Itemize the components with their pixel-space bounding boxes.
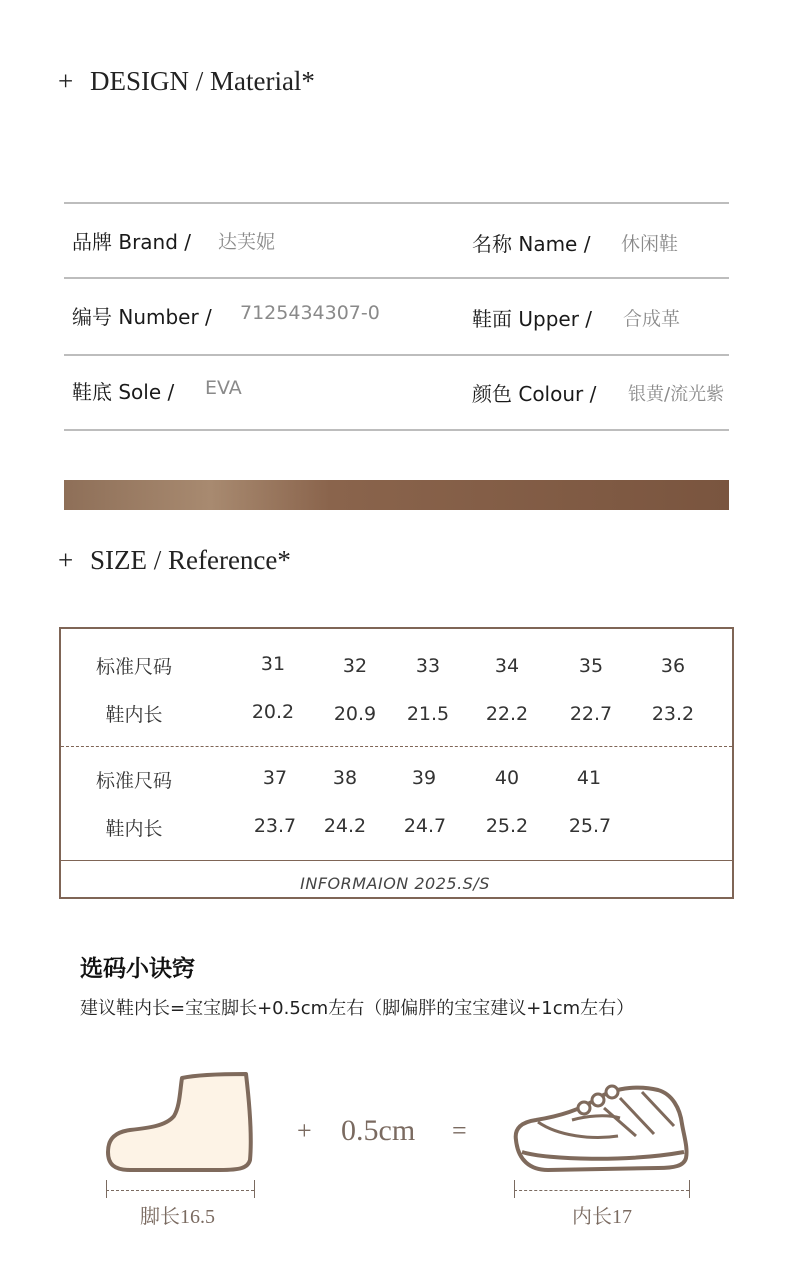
length-cell: 22.7 — [569, 703, 613, 725]
foot-dimension-line — [106, 1190, 254, 1191]
divider — [64, 277, 729, 279]
colour-value: 银黄/流光紫 — [628, 384, 725, 405]
length-cell: 21.5 — [406, 703, 450, 725]
size-row-label: 标准尺码 — [95, 656, 173, 678]
length-cell: 24.7 — [403, 815, 447, 837]
table-footer-divider — [61, 860, 732, 861]
size-row-label: 标准尺码 — [95, 770, 173, 792]
design-heading — [58, 66, 315, 97]
length-cell: 23.7 — [253, 815, 297, 837]
decorative-band — [64, 480, 729, 510]
brand-label: 品牌 Brand / — [72, 230, 192, 254]
length-cell: 25.7 — [568, 815, 612, 837]
size-cell: 34 — [494, 655, 520, 677]
length-cell: 24.2 — [323, 815, 367, 837]
foot-caption: 脚长16.5 — [140, 1206, 215, 1228]
foot-icon — [100, 1068, 260, 1178]
brand-value: 达芙妮 — [218, 231, 276, 253]
length-cell: 23.2 — [651, 703, 695, 725]
length-cell: 20.9 — [333, 703, 377, 725]
sole-label: 鞋底 Sole / — [72, 380, 175, 404]
size-cell: 37 — [262, 767, 288, 789]
name-value: 休闲鞋 — [621, 233, 679, 255]
upper-label: 鞋面 Upper / — [472, 307, 593, 331]
size-cell: 32 — [342, 655, 368, 677]
size-cell: 38 — [332, 767, 358, 789]
shoe-icon — [508, 1078, 694, 1178]
name-label: 名称 Name / — [472, 232, 591, 256]
shoe-caption: 内长17 — [572, 1206, 632, 1228]
divider — [64, 202, 729, 204]
size-cell: 31 — [260, 653, 286, 675]
number-value: 7125434307-0 — [240, 302, 380, 324]
size-title: SIZE / Reference* — [89, 545, 291, 575]
tips-text: 建议鞋内长=宝宝脚长+0.5cm左右（脚偏胖的宝宝建议+1cm左右） — [80, 998, 635, 1019]
divider — [64, 429, 729, 431]
size-cell: 35 — [578, 655, 604, 677]
design-title: DESIGN / Material* — [89, 66, 315, 96]
size-heading — [58, 545, 291, 576]
length-cell: 22.2 — [485, 703, 529, 725]
dashed-divider — [61, 746, 732, 747]
colour-label: 颜色 Colour / — [472, 382, 597, 406]
length-cell: 20.2 — [251, 701, 295, 723]
dimension-tick — [254, 1180, 255, 1198]
tips-title: 选码小诀窍 — [80, 956, 195, 982]
length-row-label: 鞋内长 — [105, 818, 163, 840]
dimension-tick — [106, 1180, 107, 1198]
table-footer-info: INFORMAION 2025.S/S — [300, 874, 490, 893]
size-cell: 40 — [494, 767, 520, 789]
size-cell: 41 — [576, 767, 602, 789]
plus-sign: + — [297, 1116, 312, 1145]
number-label: 编号 Number / — [72, 305, 212, 329]
size-cell: 33 — [415, 655, 441, 677]
length-row-label: 鞋内长 — [105, 704, 163, 726]
equals-sign: = — [452, 1116, 467, 1145]
shoe-dimension-line — [514, 1190, 689, 1191]
dimension-tick — [689, 1180, 690, 1198]
offset-value: 0.5cm — [341, 1114, 416, 1147]
divider — [64, 354, 729, 356]
size-cell: 39 — [411, 767, 437, 789]
length-cell: 25.2 — [485, 815, 529, 837]
size-cell: 36 — [660, 655, 686, 677]
plus-icon: + — [58, 66, 74, 96]
dimension-tick — [514, 1180, 515, 1198]
upper-value: 合成革 — [623, 308, 681, 330]
plus-icon: + — [58, 545, 74, 575]
sole-value: EVA — [205, 377, 242, 399]
